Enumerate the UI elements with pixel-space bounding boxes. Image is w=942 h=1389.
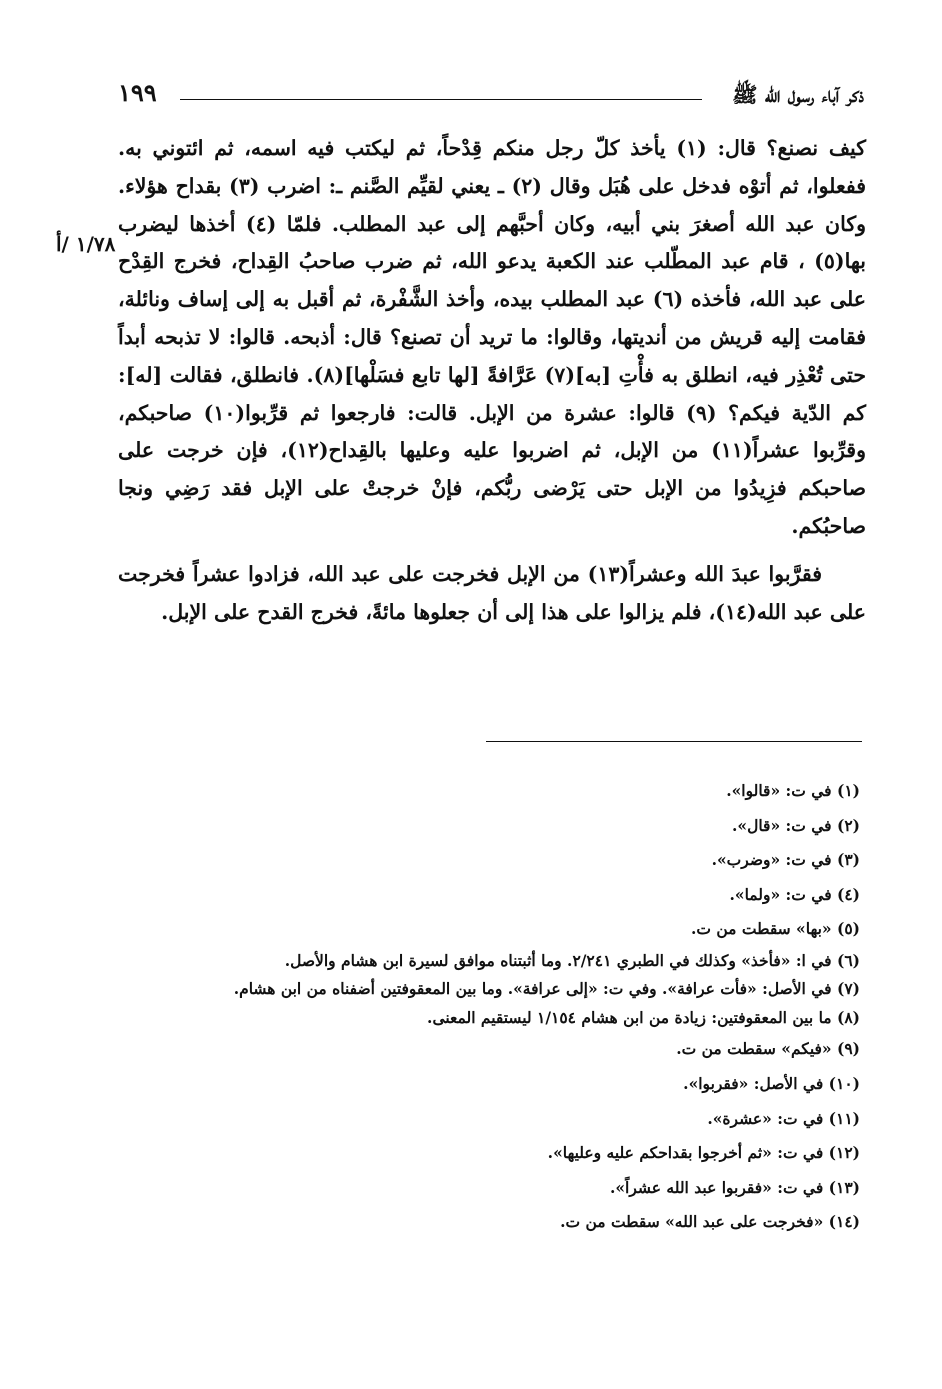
footnote-9: (٩) «فيكم» سقطت من ت. — [676, 1039, 860, 1059]
running-title: ذكر آباء رسول الله ﷺ — [732, 82, 864, 107]
paragraph-2: فقرَّبوا عبدَ الله وعشراً(١٣) من الإبل فخرجت على عبد الله، فزادوا عشراً فخرجت على عبد الله(١٤)، فلم يزالوا على هذا إلى أن جعلوها مائةً، فخرج القدح على الإبل. — [118, 561, 866, 624]
footnote-11: (١١) في ت: «عشرة». — [707, 1108, 860, 1128]
footnote-2: (٢) في ت: «قال». — [731, 815, 860, 835]
footnote-13: (١٣) في ت: «فقربوا عبد الله عشراً». — [609, 1177, 860, 1197]
footnote-3: (٣) في ت: «وضرب». — [711, 850, 860, 870]
footnote-8: (٨) ما بين المعقوفتين: زيادة من ابن هشام ١/١٥٤ ليستقيم المعنى. — [427, 1007, 860, 1027]
footnotes-list — [118, 774, 860, 1240]
main-text — [118, 130, 866, 631]
header-rule — [180, 99, 702, 100]
footnote-12: (١٢) في ت: «ثم أخرجوا بقداحكم عليه وعليها». — [547, 1143, 860, 1163]
running-header — [118, 78, 864, 118]
footnote-5: (٥) «بها» سقطت من ت. — [691, 919, 860, 939]
page-number: ١٩٩ — [118, 78, 157, 107]
footnote-14: (١٤) «فخرجت على عبد الله» سقطت من ت. — [560, 1212, 860, 1232]
footnote-10: (١٠) في الأصل: «فقربوا». — [683, 1074, 860, 1094]
paragraph-1: كيف نصنع؟ قال: (١) يأخذ كلّ رجل منكم قِدْحاً، ثم ليكتب فيه اسمه، ثم ائتوني به. ففعلوا، ثم أتوْه فدخل على هُبَل وقال (٢) ـ يعني لقيِّم الصَّنم ـ: اضرب (٣) بقداح هؤلاء. وكان عبد الله أصغرَ بني أبيه، وكان أحبَّهم إلى عبد المطلب. فلمّا (٤) أخذها ليضرب بها(٥) ، قام عبد المطّلب عند الكعبة يدعو الله، ثم ضرب صاحبُ القِداح، فخرج القِدْح على عبد الله، فأخذه (٦) عبد المطلب بيده، وأخذ الشَّفْرة، ثم أقبل به إلى إساف ونائلة، فقامت إليه قريش من أنديتها، وقالوا: ما تريد أن تصنع؟ قال: أذبحه. قالوا: لا تذبحه أبداً حتى تُعْذِر فيه، انطلق به فأْتِ [به](٧) عَرَّافةً [لها تابع فسَلْها](٨). فانطلق، فقالت [له]: كم الدّية فيكم؟ (٩) قالوا: عشرة من الإبل. قالت: فارجعوا ثم قرِّبوا(١٠) صاحبكم، وقرِّبوا عشراً(١١) من الإبل، ثم اضربوا عليه وعليها بالقِداح(١٢)، فإن خرجت على صاحبكم فزِيدُوا من الإبل حتى يَرْضى ربُّكم، فإنْ خرجتْ على الإبل فقد رَضِي ونجا صاحبُكم. — [118, 136, 867, 538]
manuscript-folio-reference: ١/٧٨ /أ — [56, 232, 116, 256]
footnote-7: (٧) في الأصل: «فأت عرافة». وفي ت: «إلى عرافة». وما بين المعقوفتين أضفناه من ابن هشام. — [233, 979, 860, 999]
footnote-separator — [486, 741, 862, 742]
footnote-6: (٦) في ا: «فأخذ» وكذلك في الطبري ٢/٢٤١. وما أثبتناه موافق لسيرة ابن هشام والأصل. — [284, 950, 860, 970]
footnote-1: (١) في ت: «قالوا». — [726, 781, 860, 800]
footnote-4: (٤) في ت: «ولما». — [729, 884, 860, 904]
